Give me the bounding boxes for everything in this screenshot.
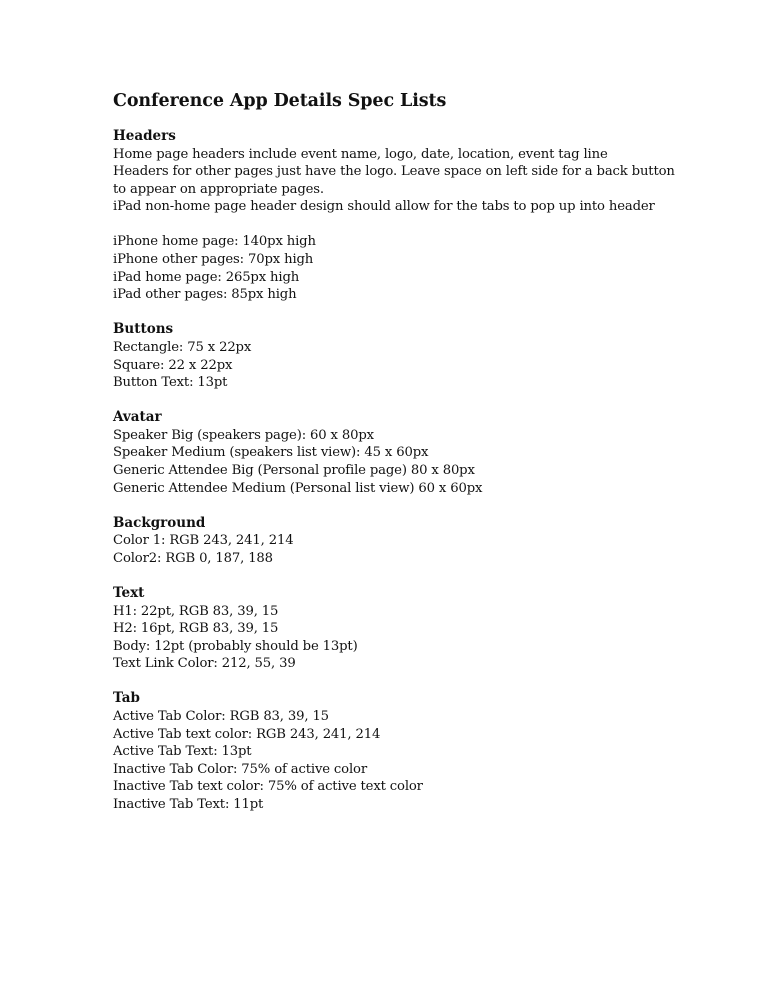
spec-line: Color2: RGB 0, 187, 188	[113, 550, 273, 566]
document-title: Conference App Details Spec Lists	[113, 91, 447, 111]
spec-line: Home page headers include event name, logo, date, location, event tag line	[113, 146, 608, 162]
section-heading-avatar: Avatar	[113, 409, 162, 426]
spec-line: Inactive Tab Color: 75% of active color	[113, 761, 367, 777]
spec-line: iPad home page: 265px high	[113, 269, 300, 285]
spec-line: Inactive Tab Text: 11pt	[113, 797, 264, 812]
section-tab	[113, 690, 673, 813]
spec-line: Generic Attendee Big (Personal profile page) 80 x 80px	[113, 463, 475, 478]
section-avatar	[113, 409, 673, 497]
section-headers	[113, 128, 673, 216]
spec-line: H2: 16pt, RGB 83, 39, 15	[113, 621, 279, 637]
spec-line: iPhone other pages: 70px high	[113, 252, 314, 268]
spec-line: Rectangle: 75 x 22px	[113, 339, 252, 355]
spec-line: to appear on appropriate pages.	[113, 181, 324, 197]
section-header-heights	[113, 233, 673, 303]
spec-line: Active Tab text color: RGB 243, 241, 214	[113, 726, 381, 742]
spec-line: Generic Attendee Medium (Personal list view) 60 x 60px	[113, 480, 483, 496]
spec-line: Body: 12pt (probably should be 13pt)	[113, 638, 358, 654]
section-heading-buttons: Buttons	[113, 321, 174, 338]
section-heading-text: Text	[113, 584, 145, 601]
section-text	[113, 585, 673, 673]
spec-line: Inactive Tab text color: 75% of active text color	[113, 779, 423, 795]
spec-line: Speaker Medium (speakers list view): 45 x 60px	[113, 445, 429, 461]
spec-line: Button Text: 13pt	[113, 375, 228, 391]
section-heading-headers: Headers	[113, 128, 176, 144]
section-heading-tab: Tab	[113, 690, 140, 707]
spec-line: Active Tab Color: RGB 83, 39, 15	[113, 709, 329, 725]
spec-line: Active Tab Text: 13pt	[113, 744, 252, 760]
spec-line: Color 1: RGB 243, 241, 214	[113, 533, 294, 549]
section-heading-background: Background	[113, 514, 206, 531]
spec-line: iPad other pages: 85px high	[113, 287, 297, 303]
document-page	[113, 88, 673, 831]
section-background	[113, 515, 673, 568]
spec-line: iPhone home page: 140px high	[113, 234, 316, 250]
spec-line: Text Link Color: 212, 55, 39	[113, 656, 296, 672]
spec-line: H1: 22pt, RGB 83, 39, 15	[113, 603, 279, 619]
spec-line: Square: 22 x 22px	[113, 357, 233, 373]
spec-line: iPad non-home page header design should allow for the tabs to pop up into header	[113, 199, 655, 215]
spec-line: Headers for other pages just have the logo. Leave space on left side for a back button	[113, 164, 675, 180]
spec-line: Speaker Big (speakers page): 60 x 80px	[113, 427, 374, 443]
section-buttons	[113, 321, 673, 391]
